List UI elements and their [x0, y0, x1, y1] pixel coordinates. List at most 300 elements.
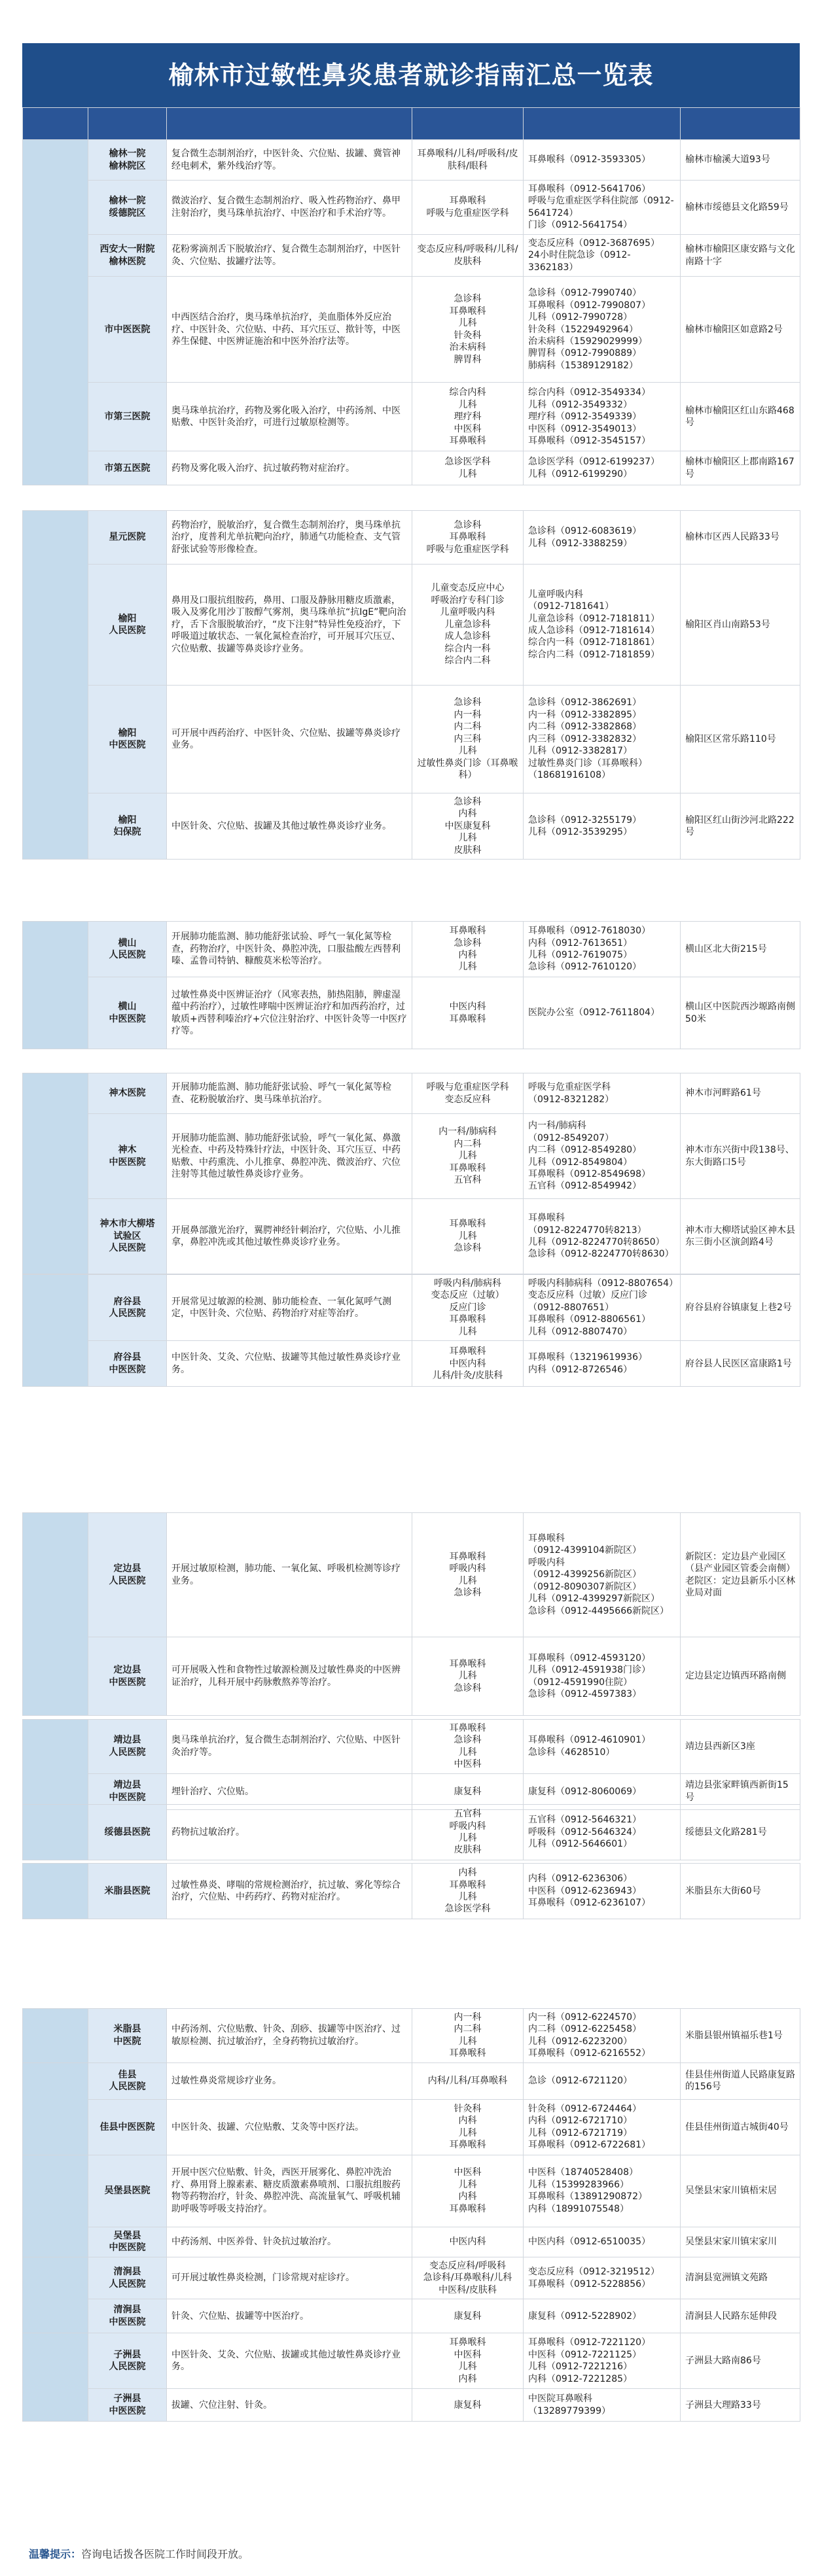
department-cell-line: 内一科: [454, 709, 482, 720]
hospital-cell: [88, 2333, 167, 2389]
table-row: [23, 565, 800, 686]
hospital-cell-line: 市第五医院: [104, 462, 151, 474]
items-cell-line: 药物抗过敏治疗。: [171, 1826, 245, 1837]
table-header-row: [23, 108, 800, 140]
guide-table-section: [22, 921, 800, 1049]
phone-cell-line: 急诊医学科（0912-6199237）: [528, 457, 660, 468]
department-cell-line: 急诊科: [454, 937, 482, 949]
hospital-cell-line: 绥德院区: [109, 207, 146, 218]
department-cell-line: 内科: [458, 2115, 477, 2127]
hospital-cell: [88, 181, 167, 235]
department-cell-line: 耳鼻喉科: [449, 1346, 486, 1357]
address-cell-line: 新院区：定边县产业园区（县产业园区管委会南侧）: [685, 1551, 795, 1575]
department-cell: [412, 140, 524, 181]
items-cell-line: 奥马珠单抗治疗，药物及雾化吸入治疗，中药汤剂、中医贴敷、中医针灸治疗，可进行过敏原检测等。: [171, 405, 401, 428]
hospital-cell: [88, 511, 167, 565]
department-cell: [412, 277, 524, 383]
address-cell: [681, 451, 800, 485]
address-cell-line: 米脂县银州镇福乐巷1号: [685, 2030, 783, 2041]
table-row: [23, 793, 800, 860]
hospital-cell-line: 中医医院: [109, 740, 146, 750]
phone-cell-line: 儿科（0912-7990728）: [528, 312, 633, 323]
items-cell: [167, 922, 412, 977]
department-cell: [412, 2257, 524, 2299]
hospital-cell-line: 榆林院区: [109, 160, 146, 171]
phone-cell-line: 急诊科（0912-3255179）: [528, 814, 642, 826]
department-cell: [412, 1073, 524, 1114]
phone-cell-line: （0912-4591990住院）: [528, 1677, 633, 1688]
items-cell: [167, 2257, 412, 2299]
phone-cell-line: 耳鼻喉科（0912-5228856）: [528, 2278, 651, 2289]
phone-cell-line: 儿科（0912-8549804）: [528, 1157, 633, 1168]
county-cell: [23, 1864, 88, 1919]
department-cell-line: 耳鼻喉科: [449, 1879, 486, 1890]
items-cell-line: 可开展中西药治疗、中医针灸、穴位贴、拔罐等鼻炎诊疗业务。: [171, 727, 401, 750]
table-row: [23, 1720, 800, 1774]
items-cell-line: 开展肺功能监测、肺功能舒张试验、呼气一氧化氮等检查、花粉脱敏治疗、奥马珠单抗治疗。: [171, 1082, 391, 1105]
phone-cell-line: 急诊（0912-6721120）: [528, 2076, 633, 2087]
phone-cell: [524, 1114, 681, 1199]
column-header: [167, 108, 412, 140]
address-cell-line: 子洲县大理路33号: [685, 2399, 761, 2411]
items-cell-line: 中药汤剂、穴位贴敷、针灸、刮痧、拔罐等中医治疗、过敏原检测、抗过敏治疗，全身药物抗过敏治疗。: [171, 2024, 401, 2047]
phone-cell-line: 儿科（0912-4591938门诊）: [528, 1665, 651, 1676]
address-cell: [681, 234, 800, 276]
hospital-cell-line: 人民医院: [109, 1308, 146, 1319]
department-cell-line: 耳鼻喉科: [449, 1314, 486, 1325]
address-cell-line: 吴堡县宋家川镇宋家川: [685, 2237, 777, 2248]
phone-cell-line: 针灸科（15229492964）: [528, 324, 638, 335]
phone-cell-line: 儿科（0912-3539295）: [528, 827, 633, 838]
phone-cell-line: 针灸科（0912-6724464）: [528, 2103, 642, 2114]
department-cell-line: 针灸科: [454, 330, 482, 341]
column-header: [412, 108, 524, 140]
department-cell-line: 急诊科: [454, 797, 482, 807]
hospital-cell: [88, 2009, 167, 2063]
department-cell-line: 呼吸内科: [449, 1563, 486, 1575]
department-cell-line: 耳鼻喉科: [449, 2140, 486, 2151]
table-row: [23, 2063, 800, 2099]
items-cell: [167, 1073, 412, 1114]
department-cell: [412, 2099, 524, 2155]
department-cell-line: 过敏性鼻炎门诊（耳鼻喉科）: [417, 757, 518, 781]
hospital-cell: [88, 1275, 167, 1341]
address-cell: [681, 793, 800, 860]
department-cell-line: 耳鼻喉科: [449, 1219, 486, 1230]
footnote: [29, 2546, 249, 2561]
phone-cell-line: 耳鼻喉科（0912-3593305）: [528, 154, 651, 165]
phone-cell: [524, 2389, 681, 2422]
hospital-cell-line: 横山: [118, 937, 137, 949]
phone-cell-line: （0912-8224770转8213）: [528, 1225, 647, 1236]
address-cell-line: 府谷县人民医区富康路1号: [685, 1358, 792, 1369]
hospital-cell-line: 星元医院: [109, 532, 146, 543]
address-cell-line: 府谷县府谷镇康复上巷2号: [685, 1302, 792, 1313]
department-cell-line: 皮肤科: [454, 1845, 482, 1856]
table-row: [23, 2389, 800, 2422]
address-cell-line: 绥德县文化路281号: [685, 1826, 767, 1837]
department-cell-line: 急诊科: [454, 1587, 482, 1598]
items-cell-line: 针灸、穴位贴、拔罐等中医治疗。: [171, 2310, 309, 2322]
phone-cell-line: 儿科（15399283966）: [528, 2179, 629, 2190]
hospital-cell: [88, 383, 167, 451]
hospital-cell: [88, 234, 167, 276]
phone-cell-line: 内二科（0912-6225458）: [528, 2024, 642, 2035]
department-cell: [412, 565, 524, 686]
address-cell-line: 榆林市榆阳区上郡南路167号: [685, 457, 795, 479]
items-cell-line: 中医针灸、艾灸、穴位贴、拔罐或其他过敏性鼻炎诊疗业务。: [171, 2349, 401, 2373]
department-cell-line: 中医内科: [449, 1001, 486, 1013]
address-cell-line: 老院区：定边县新乐小区林业局对面: [685, 1575, 795, 1598]
phone-cell: [524, 2227, 681, 2257]
department-cell-line: 儿科: [458, 2127, 477, 2138]
items-cell: [167, 383, 412, 451]
phone-cell-line: 儿科（0912-3382817）: [528, 746, 633, 757]
address-cell-line: 榆林市榆阳区红山东路468号: [685, 405, 795, 428]
department-cell-line: 内二科: [454, 1138, 482, 1149]
hospital-cell-line: 榆林一院: [109, 196, 146, 207]
phone-cell-line: 呼吸内科肺病科（0912-8807654）: [528, 1278, 679, 1289]
phone-cell-line: 急诊科（0912-7610120）: [528, 962, 642, 973]
hospital-cell-line: 人民医院: [109, 1243, 146, 1254]
table-row: [23, 2099, 800, 2155]
phone-cell-line: 内科（18991075548）: [528, 2203, 629, 2214]
address-cell-line: 榆林市榆阳区康安路与文化南路十字: [685, 244, 795, 267]
phone-cell-line: 耳鼻喉科（0912-3545157）: [528, 435, 651, 446]
hospital-cell: [88, 686, 167, 793]
address-cell-line: 神木市河畔路61号: [685, 1088, 761, 1099]
table-row: [23, 1275, 800, 1341]
phone-cell-line: 内一科（0912-3382895）: [528, 709, 642, 720]
department-cell-line: 耳鼻喉科: [449, 926, 486, 937]
department-cell-line: 中医内科: [449, 1358, 486, 1369]
department-cell-line: 呼吸与危重症医学科: [426, 207, 509, 218]
items-cell-line: 花粉雾滴剂舌下脱敏治疗、复合微生态制剂治疗，中医针灸、穴位贴、拔罐疗法等。: [171, 244, 401, 267]
phone-cell-line: （0912-4399256新院区）: [528, 1569, 642, 1580]
phone-cell-line: 急诊科（0912-3862691）: [528, 697, 642, 708]
hospital-cell-line: 榆林一院: [109, 148, 146, 160]
hospital-cell-line: 人民医院: [109, 2361, 146, 2373]
hospital-cell-line: 人民医院: [109, 2081, 146, 2093]
page-title: 榆林市过敏性鼻炎患者就诊指南汇总一览表: [22, 43, 800, 107]
department-cell-line: 脾胃科: [454, 354, 482, 365]
department-cell-line: 内科: [458, 950, 477, 960]
hospital-cell-line: 市第三医院: [104, 411, 151, 423]
phone-cell: [524, 2009, 681, 2063]
phone-cell-line: 五官科（0912-8549942）: [528, 1181, 642, 1192]
department-cell-line: 急诊科: [454, 1682, 482, 1694]
department-cell-line: 内科: [458, 2191, 477, 2202]
phone-cell-line: 耳鼻喉科（13891290872）: [528, 2191, 647, 2202]
hospital-cell-line: 中医医院: [109, 1792, 146, 1803]
hospital-cell-line: 中医医院: [109, 1013, 146, 1024]
address-cell: [681, 565, 800, 686]
phone-cell: [524, 2333, 681, 2389]
department-cell-line: 儿科: [458, 1747, 477, 1758]
phone-cell-line: 儿科（0912-5646601）: [528, 1839, 633, 1850]
county-cell: [23, 922, 88, 1049]
address-cell: [681, 1805, 800, 1860]
department-cell: [412, 1720, 524, 1774]
department-cell: [412, 686, 524, 793]
department-cell-line: 急诊科: [454, 294, 482, 305]
phone-cell-line: 内科（0912-6236306）: [528, 1873, 633, 1885]
items-cell-line: 拔罐、穴位注射、针灸。: [171, 2399, 272, 2411]
department-cell-line: 反应门诊: [449, 1302, 486, 1313]
department-cell-line: 康复科: [454, 2399, 482, 2411]
items-cell-line: 开展常见过敏源的检测、肺功能检查、一氧化氮呼气测定，中医针灸、穴位贴、药物治疗对症等治疗。: [171, 1296, 391, 1319]
hospital-cell: [88, 1864, 167, 1919]
department-cell-line: 儿科: [458, 1833, 477, 1843]
address-cell-line: 子洲县大路南86号: [685, 2356, 761, 2367]
department-cell: [412, 383, 524, 451]
county-cell: [23, 1805, 88, 1860]
phone-cell-line: 呼吸科（0912-5646324）: [528, 1826, 642, 1837]
items-cell: [167, 1341, 412, 1387]
county-cell: [23, 1275, 88, 1387]
phone-cell: [524, 2257, 681, 2299]
hospital-cell: [88, 277, 167, 383]
address-cell-line: 榆林市区西人民路33号: [685, 532, 779, 543]
department-cell-line: 内科: [458, 1868, 477, 1879]
department-cell: [412, 2389, 524, 2422]
phone-cell-line: 儿科（0912-6721719）: [528, 2127, 633, 2138]
phone-cell: [524, 1637, 681, 1716]
hospital-cell-line: 米脂县医院: [104, 1885, 151, 1896]
address-cell-line: 靖边县张家畔镇西新街15号: [685, 1780, 789, 1803]
department-cell-line: 儿童急诊科: [444, 619, 491, 630]
hospital-cell: [88, 1637, 167, 1716]
department-cell-line: 中医科: [454, 2349, 482, 2360]
phone-cell-line: 门诊（0912-5641754）: [528, 220, 633, 231]
department-cell-line: 儿科: [458, 1326, 477, 1337]
department-cell-line: 急诊科: [454, 1243, 482, 1254]
hospital-cell-line: 中医医院: [109, 1677, 146, 1688]
phone-cell: [524, 2099, 681, 2155]
table-row: [23, 277, 800, 383]
hospital-cell: [88, 2389, 167, 2422]
hospital-cell-line: 人民医院: [109, 625, 146, 636]
department-cell-line: 急诊医学科: [444, 457, 491, 468]
department-cell-line: 综合内科: [449, 387, 486, 398]
address-cell: [681, 2099, 800, 2155]
phone-cell-line: 急诊科（0912-4597383）: [528, 1688, 642, 1699]
address-cell: [681, 1275, 800, 1341]
hospital-cell-line: 中医医院: [109, 1157, 146, 1168]
department-cell-line: 皮肤科: [454, 844, 482, 856]
items-cell-line: 过敏性鼻炎中医辨证治疗（风寒表热，肺热阻肺，脾虚湿蕴中药治疗），过敏性哮喘中医辨证治疗和加西药治疗，过敏质+西替利嗪治疗+穴位注射治疗、中医针灸等一中医疗疗等。: [171, 989, 407, 1036]
department-cell-line: 急诊科/耳鼻喉科/儿科: [423, 2272, 512, 2284]
phone-cell-line: 内科（0912-7613651）: [528, 937, 633, 949]
department-cell-line: 急诊科: [454, 519, 482, 531]
department-cell-line: 耳鼻喉科: [449, 1013, 486, 1024]
department-cell-line: 内二科: [454, 2024, 482, 2035]
address-cell-line: 吴堡县宋家川镇梧宋居: [685, 2185, 777, 2197]
items-cell-line: 中医针灸、拔罐、穴位贴敷、艾灸等中医疗法。: [171, 2121, 364, 2132]
phone-cell-line: 治未病科（15929029999）: [528, 336, 647, 347]
table-row: [23, 977, 800, 1049]
phone-cell: [524, 1199, 681, 1274]
hospital-cell-line: 中医医院: [109, 1364, 146, 1375]
items-cell: [167, 2063, 412, 2099]
address-cell: [681, 2299, 800, 2333]
address-cell: [681, 1513, 800, 1637]
department-cell-line: 耳鼻喉科/儿科/呼吸科/皮肤科/眼科: [417, 148, 518, 171]
items-cell-line: 药物及雾化吸入治疗、抗过敏药物对症治疗。: [171, 462, 355, 474]
phone-cell-line: 耳鼻喉科（0912-4610901）: [528, 1735, 651, 1746]
column-header: [23, 108, 88, 140]
phone-cell-line: 中医内科（0912-6510035）: [528, 2237, 651, 2248]
phone-cell-line: （0912-4399104新院区）: [528, 1545, 642, 1556]
department-cell-line: 耳鼻喉科: [449, 196, 486, 207]
items-cell: [167, 2333, 412, 2389]
county-cell: [23, 2257, 88, 2333]
phone-cell: [524, 1275, 681, 1341]
phone-cell: [524, 2155, 681, 2227]
phone-cell-line: 耳鼻喉科（0912-7618030）: [528, 926, 651, 937]
department-cell-line: 耳鼻喉科: [449, 435, 486, 446]
department-cell-line: 中医科/皮肤科: [438, 2284, 497, 2295]
department-cell: [412, 1341, 524, 1387]
department-cell-line: 急诊科: [454, 697, 482, 708]
county-cell: [23, 2333, 88, 2422]
phone-cell-line: 儿童急诊科（0912-7181811）: [528, 613, 660, 624]
guide-table-section: [22, 510, 800, 860]
phone-cell-line: 脾胃科（0912-7990889）: [528, 348, 642, 359]
department-cell: [412, 922, 524, 977]
department-cell-line: 儿科: [458, 1575, 477, 1586]
hospital-cell-line: 横山: [118, 1001, 137, 1013]
address-cell-line: 神木市大柳塔试验区神木县东三街小区演剑路4号: [685, 1225, 795, 1247]
department-cell-line: 治未病科: [449, 342, 486, 353]
department-cell-line: 儿科: [458, 746, 477, 757]
guide-table-section: [22, 1512, 800, 1716]
hospital-cell-line: 人民医院: [109, 1575, 146, 1586]
phone-cell-line: 急诊科（4628510）: [528, 1747, 615, 1758]
department-cell-line: 耳鼻喉科: [449, 1658, 486, 1669]
county-cell: [23, 140, 88, 485]
hospital-cell: [88, 140, 167, 181]
department-cell-line: 呼吸与危重症医学科: [426, 544, 509, 555]
department-cell-line: 儿童变态反应中心: [431, 583, 505, 594]
phone-cell: [524, 2299, 681, 2333]
phone-cell-line: 综合内一科（0912-7181861）: [528, 637, 660, 648]
department-cell-line: 急诊科: [454, 1735, 482, 1746]
county-cell: [23, 2155, 88, 2257]
phone-cell: [524, 922, 681, 977]
guide-table-section: [22, 1804, 800, 1860]
phone-cell: [524, 511, 681, 565]
phone-cell-line: 儿科（0912-4399297新院区）: [528, 1593, 660, 1605]
items-cell-line: 开展肺功能监测、肺功能舒张试验、呼气一氧化氮等检查，药物治疗，中医针灸、鼻腔冲洗，口服盐酸左西替利嗪、孟鲁司特钠、糠酸莫米松等治疗。: [171, 931, 401, 967]
hospital-cell-line: 神木: [118, 1145, 137, 1156]
address-cell: [681, 2227, 800, 2257]
hospital-cell-line: 子洲县: [113, 2393, 141, 2405]
items-cell-line: 中西医结合治疗，奥马珠单抗治疗，美血脂体外反应治疗、中医针灸、穴位贴、中药、耳穴压豆、揿针等，中医养生保健、中医辨证施治和中医外治疗法等。: [171, 312, 401, 347]
phone-cell-line: 儿科（0912-3549332）: [528, 399, 633, 410]
hospital-cell-line: 神木医院: [109, 1088, 146, 1099]
items-cell: [167, 2009, 412, 2063]
hospital-cell-line: 西安大一附院: [99, 244, 155, 255]
address-cell: [681, 383, 800, 451]
table-row: [23, 383, 800, 451]
department-cell-line: 内一科: [454, 2012, 482, 2023]
table-row: [23, 2009, 800, 2063]
hospital-cell-line: 绥德县医院: [104, 1826, 151, 1837]
items-cell-line: 过敏性鼻炎常规诊疗业务。: [171, 2076, 281, 2087]
county-cell: [23, 1513, 88, 1716]
hospital-cell-line: 佳县中医医院: [99, 2121, 155, 2132]
department-cell: [412, 1864, 524, 1919]
table-row: [23, 1513, 800, 1637]
hospital-cell-line: 定边县: [113, 1665, 141, 1676]
column-header: [524, 108, 681, 140]
hospital-cell-line: 清涧县: [113, 2305, 141, 2316]
hospital-cell: [88, 1114, 167, 1199]
address-cell: [681, 1199, 800, 1274]
phone-cell-line: 儿科（0912-3388259）: [528, 538, 633, 549]
hospital-cell-line: 米脂县: [113, 2024, 141, 2035]
department-cell-line: 儿科: [458, 399, 477, 410]
address-cell: [681, 922, 800, 977]
hospital-cell-line: 清涧县: [113, 2267, 141, 2278]
phone-cell: [524, 383, 681, 451]
phone-cell-line: 儿科（0912-8224770转8650）: [528, 1237, 665, 1247]
items-cell-line: 开展过敏原检测，肺功能、一氧化氮、呼吸机检测等诊疗业务。: [171, 1563, 401, 1586]
address-cell-line: 佳县佳州街道人民路康复路的156号: [685, 2069, 795, 2093]
phone-cell-line: 急诊科（0912-4495666新院区）: [528, 1605, 670, 1616]
phone-cell-line: 内二科（0912-8549280）: [528, 1145, 642, 1156]
phone-cell-line: 变态反应科（过敏）反应门诊（0912-8807651）: [528, 1290, 647, 1313]
phone-cell-line: 康复科（0912-5228902）: [528, 2310, 642, 2322]
phone-cell-line: 五官科（0912-5646321）: [528, 1815, 642, 1826]
department-cell-line: 呼吸内科/肺病科: [434, 1278, 501, 1289]
hospital-cell-line: 中医医院: [109, 2316, 146, 2327]
department-cell-line: 针灸科: [454, 2103, 482, 2114]
department-cell-line: 综合内一科: [444, 643, 491, 654]
phone-cell-line: 医院办公室（0912-7611804）: [528, 1007, 660, 1018]
items-cell-line: 可开展过敏性鼻炎检测，门诊常规对症诊疗。: [171, 2272, 355, 2284]
phone-cell-line: 儿科（0912-8807470）: [528, 1326, 633, 1337]
hospital-cell: [88, 2299, 167, 2333]
phone-cell-line: 内科（0912-7221285）: [528, 2373, 633, 2384]
department-cell: [412, 451, 524, 485]
phone-cell-line: 耳鼻喉科（0912-5641706）: [528, 184, 651, 194]
hospital-cell: [88, 2257, 167, 2299]
phone-cell-line: 耳鼻喉科（0912-8549698）: [528, 1168, 651, 1179]
department-cell-line: 儿科: [458, 2036, 477, 2047]
department-cell-line: 儿科: [458, 1892, 477, 1902]
phone-cell-line: 呼吸内科: [528, 1557, 565, 1568]
hospital-cell-line: 中医医院: [109, 2242, 146, 2254]
phone-cell: [524, 277, 681, 383]
phone-cell-line: （13289779399）: [528, 2405, 611, 2416]
department-cell-line: 康复科: [454, 1786, 482, 1797]
phone-cell-line: 理疗科（0912-3549339）: [528, 411, 642, 423]
phone-cell-line: 康复科（0912-8060069）: [528, 1786, 642, 1797]
table-row: [23, 451, 800, 485]
phone-cell-line: 内二科（0912-3382868）: [528, 722, 642, 733]
phone-cell: [524, 181, 681, 235]
phone-cell: [524, 1513, 681, 1637]
table-row: [23, 2299, 800, 2333]
table-row: [23, 181, 800, 235]
phone-cell: [524, 1341, 681, 1387]
items-cell: [167, 1275, 412, 1341]
department-cell-line: 内科: [458, 809, 477, 820]
phone-cell-line: 耳鼻喉科（0912-6236107）: [528, 1898, 651, 1909]
hospital-cell-line: 定边县: [113, 1563, 141, 1575]
